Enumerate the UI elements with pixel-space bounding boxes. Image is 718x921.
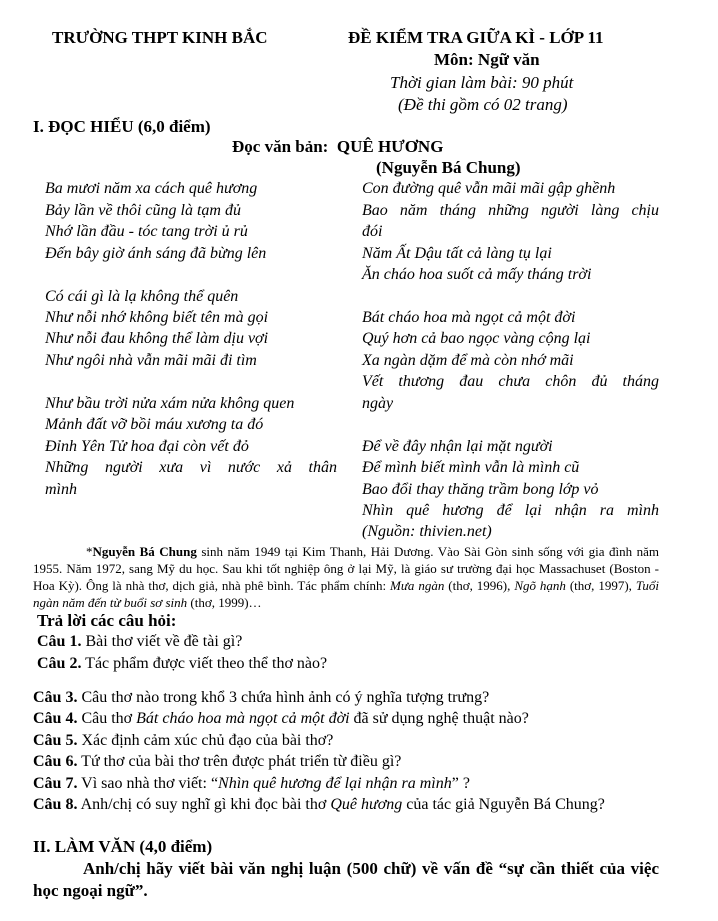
- note-work: Mưa ngàn: [390, 578, 445, 593]
- exam-pages: (Đề thi gồm có 02 trang): [398, 95, 568, 114]
- poem-title: QUÊ HƯƠNG: [336, 137, 444, 156]
- poem-line: Ăn cháo hoa suốt cả mấy tháng trời: [362, 266, 592, 283]
- question-text: Tác phẩm được viết theo thể thơ nào?: [81, 655, 328, 672]
- question-1: [37, 631, 242, 652]
- question-text: Câu thơ nào trong khổ 3 chứa hình ảnh có ý nghĩa tượng trưng?: [77, 689, 490, 706]
- poem-line: Đến bây giờ ánh sáng đã bừng lên: [45, 245, 267, 262]
- note-text: (thơ, 1996),: [444, 578, 515, 593]
- poem-line: Để mình biết mình vẫn là mình cũ: [362, 459, 580, 476]
- question-text: Xác định cảm xúc chủ đạo của bài thơ?: [77, 732, 334, 749]
- question-text: đã sử dụng nghệ thuật nào?: [349, 710, 529, 727]
- question-7: [33, 773, 470, 794]
- question-label: Câu 4.: [33, 710, 78, 727]
- question-4: [33, 708, 529, 729]
- question-text: Bài thơ viết về đề tài gì?: [81, 633, 243, 650]
- question-text: Tứ thơ của bài thơ trên được phát triển từ điều gì?: [77, 753, 402, 770]
- poem-line: Nhớ lần đầu - tóc tang trời ủ rủ: [45, 223, 248, 240]
- question-label: Câu 1.: [37, 633, 82, 650]
- questions-heading: Trả lời các câu hỏi:: [37, 611, 177, 630]
- poem-line: ngày: [362, 395, 394, 412]
- poem-source: (Nguồn: thivien.net): [362, 523, 492, 540]
- poem-line: Đỉnh Yên Tử hoa đại còn vết đỏ: [45, 438, 249, 455]
- section1-title: I. ĐỌC HIỂU (6,0 điểm): [33, 117, 211, 136]
- poem-line: Như nỗi đau không thể làm dịu vợi: [45, 330, 269, 347]
- note-author-name: Nguyễn Bá Chung: [92, 544, 197, 559]
- question-text: Câu thơ: [77, 710, 137, 727]
- poem-line: Những người xưa vì nước xả thân: [45, 459, 337, 476]
- note-star: *: [86, 544, 93, 559]
- note-text: (thơ, 1997),: [565, 578, 636, 593]
- note-work: Ngõ hạnh: [514, 578, 566, 593]
- question-text: của tác giả Nguyễn Bá Chung?: [402, 796, 605, 813]
- poem-line: Bát cháo hoa mà ngọt cả một đời: [362, 309, 576, 326]
- question-8: [33, 794, 659, 815]
- question-quote: Quê hương: [330, 796, 403, 813]
- exam-time: Thời gian làm bài: 90 phút: [390, 73, 574, 92]
- question-text: Anh/chị có suy nghĩ gì khi đọc bài thơ: [77, 796, 331, 813]
- poem-line: Quý hơn cả bao ngọc vàng cộng lại: [362, 330, 591, 347]
- question-5: [33, 730, 333, 751]
- poem-line: Nhìn quê hương để lại nhận ra mình: [362, 502, 659, 519]
- poem-line: Ba mươi năm xa cách quê hương: [45, 180, 258, 197]
- author-note: [33, 543, 659, 611]
- poem-line: đói: [362, 223, 383, 240]
- question-label: Câu 7.: [33, 775, 78, 792]
- poem-line: Có cái gì là lạ không thể quên: [45, 288, 239, 305]
- poem-line: Bao đổi thay thăng trầm bong lớp vỏ: [362, 481, 599, 498]
- essay-prompt: Anh/chị hãy viết bài văn nghị luận (500 chữ) về vấn đề “sự cần thiết của việc học ngoại ngữ”.: [33, 859, 659, 900]
- poem-line: Mảnh đất vỡ bồi máu xương ta đó: [45, 416, 264, 433]
- poem-author: (Nguyễn Bá Chung): [376, 158, 521, 177]
- poem-line: Năm Ất Dậu tất cả làng tụ lại: [362, 245, 552, 262]
- note-work: Tuổi ngàn năm đến từ buổi sơ sinh: [33, 578, 659, 610]
- question-3: [33, 687, 489, 708]
- poem-line: Bao năm tháng những người làng chịu: [362, 202, 659, 219]
- poem-line: mình: [45, 481, 77, 498]
- question-label: Câu 3.: [33, 689, 78, 706]
- question-label: Câu 6.: [33, 753, 78, 770]
- read-label: Đọc văn bản:: [232, 137, 329, 156]
- poem-line: Như ngôi nhà vẫn mãi mãi đi tìm: [45, 352, 257, 369]
- question-label: Câu 2.: [37, 655, 82, 672]
- poem-line: Xa ngàn dặm để mà còn nhớ mãi: [362, 352, 574, 369]
- exam-title: ĐỀ KIỂM TRA GIỮA KÌ - LỚP 11: [348, 28, 604, 47]
- note-text: (thơ, 1999)…: [187, 595, 262, 610]
- question-6: [33, 751, 401, 772]
- poem-line: Bảy lần về thôi cũng là tạm đủ: [45, 202, 241, 219]
- section2-title: II. LÀM VĂN (4,0 điểm): [33, 837, 213, 856]
- poem-line: Con đường quê vẫn mãi mãi gập ghềnh: [362, 180, 616, 197]
- question-2: [37, 653, 327, 674]
- read-text-line: [232, 136, 443, 158]
- poem-line: Vết thương đau chưa chôn đủ tháng: [362, 373, 659, 390]
- note-text: sinh năm 1949 tại Kim Thanh, Hải Dương. Vào Sài Gòn sinh sống với gia đình năm 1955. Năm 1972, sang Mỹ du học. Sau khi tốt nghiệp ông ở lại Mỹ, là giáo sư trường đại học Massachuset (Boston - Hoa Kỳ). Ông là nhà thơ, dịch giả, nhà phê bình. Tác phẩm chính:: [33, 544, 659, 593]
- question-text: Vì sao nhà thơ viết: “: [77, 775, 219, 792]
- question-label: Câu 5.: [33, 732, 78, 749]
- poem-line: Như bầu trời nửa xám nửa không quen: [45, 395, 295, 412]
- poem-line: Để về đây nhận lại mặt người: [362, 438, 553, 455]
- question-quote: Bát cháo hoa mà ngọt cả một đời: [136, 710, 350, 727]
- question-label: Câu 8.: [33, 796, 78, 813]
- exam-subject: Môn: Ngữ văn: [434, 50, 540, 69]
- question-quote: Nhìn quê hương để lại nhận ra mình: [218, 775, 452, 792]
- school-name: TRƯỜNG THPT KINH BẮC: [52, 28, 268, 47]
- poem-line: Như nỗi nhớ không biết tên mà gọi: [45, 309, 269, 326]
- question-text: ” ?: [451, 775, 470, 792]
